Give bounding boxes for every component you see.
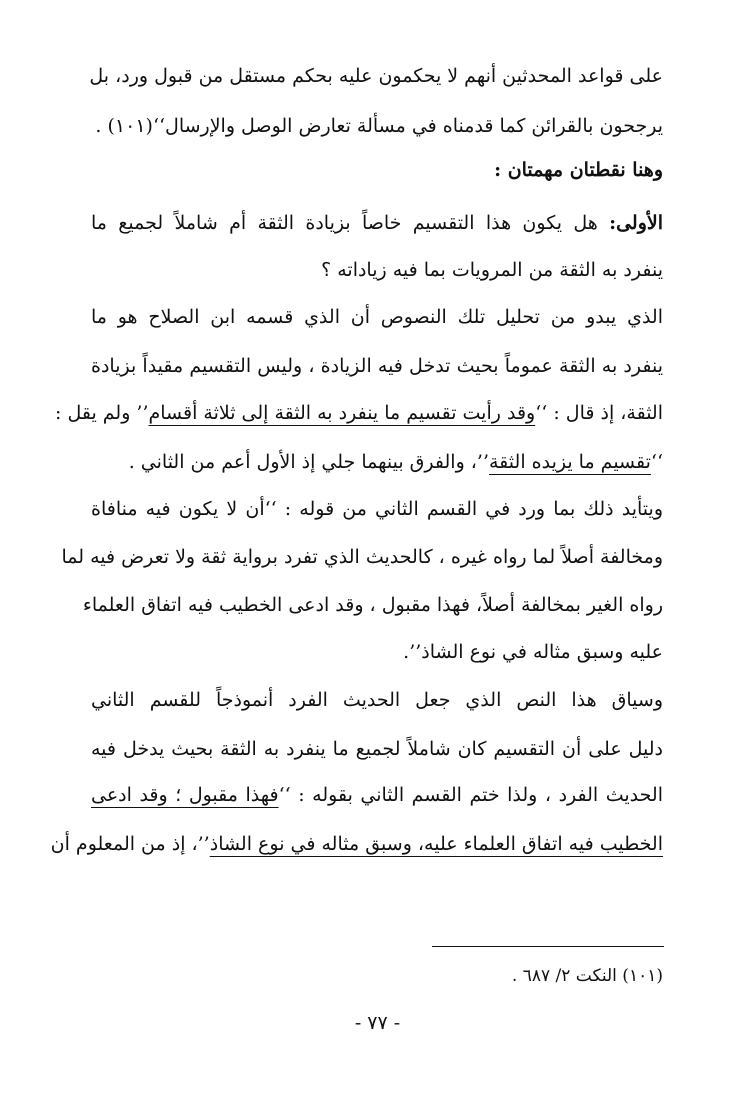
body-line xyxy=(91,780,663,810)
body-line: يرجحون بالقرائن كما قدمناه في مسألة تعارض الوصل والإرسال‘‘(١٠١) . xyxy=(95,115,663,137)
body-text: ’’، والفرق بينهما جلي إذ الأول أعم من الثاني . xyxy=(128,451,489,473)
body-line: رواه الغير بمخالفة أصلاً، فهذا مقبول ، وقد ادعى الخطيب فيه اتفاق العلماء xyxy=(82,594,663,616)
footnote: (١٠١) النكت ٢/ ٦٨٧ . xyxy=(511,966,663,986)
body-text: ’’ ولم يقل : xyxy=(55,402,149,424)
body-text: الحديث الفرد ، ولذا ختم القسم الثاني بقوله : ‘‘ xyxy=(278,784,663,806)
body-line xyxy=(91,447,663,477)
body-line: الذي يبدو من تحليل تلك النصوص أن الذي قسمه ابن الصلاح هو ما xyxy=(91,306,663,328)
body-line: ينفرد به الثقة من المرويات بما فيه زياداته ؟ xyxy=(321,259,663,281)
body-line: ينفرد به الثقة عموماً بحيث تدخل فيه الزيادة ، وليس التقسيم مقيداً بزيادة xyxy=(91,355,663,377)
underlined-quote: فهذا مقبول ؛ وقد ادعى xyxy=(91,784,279,806)
body-line: وسياق هذا النص الذي جعل الحديث الفرد أنموذجاً للقسم الثاني xyxy=(91,689,663,711)
section-heading: وهنا نقطتان مهمتان : xyxy=(494,159,663,181)
point-label: الأولى: xyxy=(609,212,663,234)
body-line: ومخالفة أصلاً لما رواه غيره ، كالحديث الذي تفرد برواية ثقة ولا تعرض فيه لما xyxy=(61,546,663,568)
underlined-quote: تقسيم ما يزيده الثقة xyxy=(489,451,651,473)
body-text: الثقة، إذ قال : ‘‘ xyxy=(535,402,663,424)
body-line xyxy=(55,398,663,428)
body-text: هل يكون هذا التقسيم خاصاً بزيادة الثقة أم شاملاً لجميع ما xyxy=(91,212,610,234)
body-text: ’’، إذ من المعلوم أن xyxy=(50,833,210,855)
body-line: ويتأيد ذلك بما ورد في القسم الثاني من قوله : ‘‘أن لا يكون فيه منافاة xyxy=(91,498,663,520)
body-line: على قواعد المحدثين أنهم لا يحكمون عليه بحكم مستقل من قبول ورد، بل xyxy=(89,65,663,87)
body-line: دليل على أن التقسيم كان شاملاً لجميع ما ينفرد به الثقة بحيث يدخل فيه xyxy=(91,738,663,760)
underlined-quote: وقد رأيت تقسيم ما ينفرد به الثقة إلى ثلاثة أقسام xyxy=(148,402,536,424)
body-line xyxy=(91,208,663,238)
page-number: - ٧٧ - xyxy=(354,1012,401,1034)
body-text: ‘‘ xyxy=(650,451,663,473)
body-line: عليه وسبق مثاله في نوع الشاذ’’. xyxy=(403,641,663,663)
underlined-quote: الخطيب فيه اتفاق العلماء عليه، وسبق مثاله في نوع الشاذ xyxy=(209,833,663,855)
body-line xyxy=(50,829,663,859)
footnote-divider xyxy=(432,946,664,947)
